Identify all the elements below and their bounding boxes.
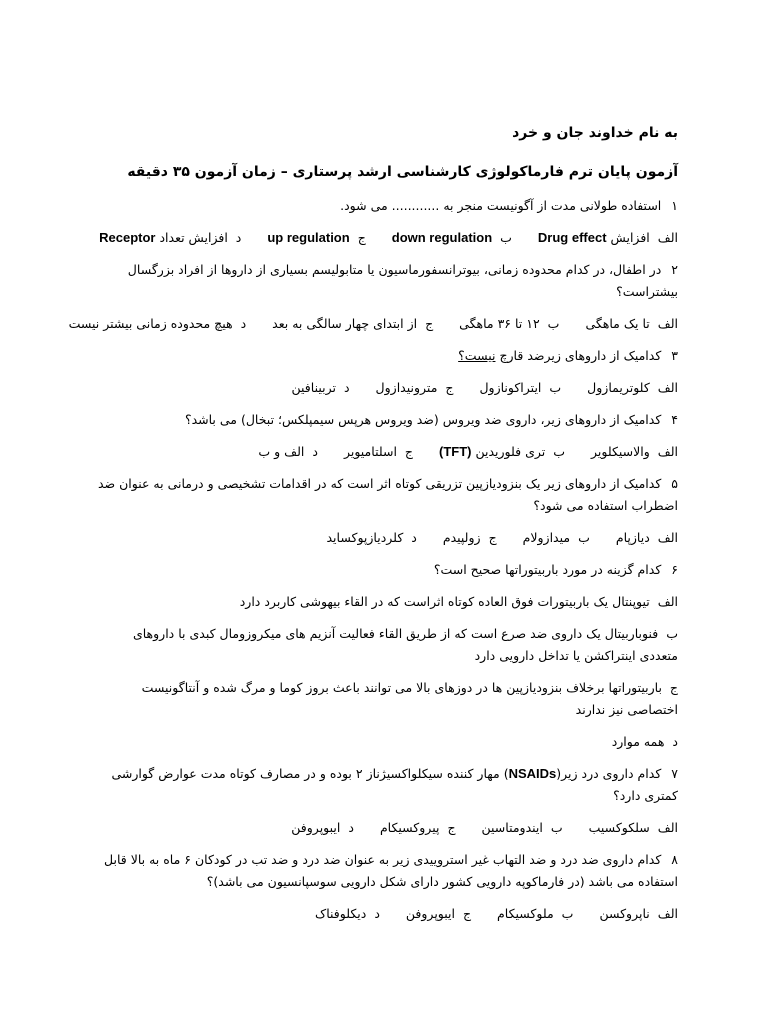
question-number: ۶ <box>671 562 678 577</box>
option-d <box>258 441 318 463</box>
option-letter: الف <box>657 444 678 459</box>
option-text: والاسیکلویر <box>591 444 650 459</box>
option-letter: د <box>374 906 380 921</box>
option-b <box>482 817 563 839</box>
option-text-latin: Drug effect <box>537 230 607 245</box>
option-text: افزایش <box>610 230 650 245</box>
option-text: دیکلوفناک <box>315 906 367 921</box>
question-number: ۸ <box>671 852 678 867</box>
question-3 <box>96 345 678 367</box>
option-letter: د <box>235 230 242 245</box>
question-number: ۳ <box>671 348 678 363</box>
option-letter: الف <box>657 530 678 545</box>
option-text: مترونیدازول <box>375 380 438 395</box>
option-c <box>344 441 413 463</box>
option-d <box>291 817 354 839</box>
option-a <box>96 591 678 613</box>
option-letter: ج <box>462 906 472 921</box>
option-text-latin: Receptor <box>99 230 156 245</box>
option-text: از ابتدای چهار سالگی به بعد <box>272 316 418 331</box>
exam-subtitle: آزمون پایان ترم فارماکولوژی کارشناسی ارشد پرستاری – زمان آزمون ۳۵ دقیقه <box>127 164 678 180</box>
option-text: ایندومتاسین <box>481 820 543 835</box>
option-letter: ج <box>447 820 456 835</box>
option-letter: الف <box>657 820 678 835</box>
option-b <box>459 313 559 335</box>
page-title: به نام خداوند جان و خرد <box>512 125 678 141</box>
option-b <box>497 903 573 925</box>
option-text: سلکوکسیب <box>588 820 650 835</box>
option-text: کلوتریمازول <box>587 380 650 395</box>
option-text: فنوباربیتال یک داروی ضد صرع است که از طریق القاء فعالیت آنزیم های میکروزومال کبدی با داروهای متعددی اینتراکشن یا تداخل دارویی دارد <box>132 626 678 663</box>
option-letter: ج <box>445 380 454 395</box>
option-letter: الف <box>657 594 678 609</box>
option-text: ایبوپروفن <box>405 906 455 921</box>
question-text: کدامیک از داروهای زیر، داروی ضد ویروس (ضد ویروس هرپس سیمپلکس؛ تبخال) می باشد؟ <box>184 412 662 427</box>
option-letter: ب <box>549 380 562 395</box>
option-b <box>523 527 590 549</box>
option-letter: ج <box>488 530 497 545</box>
question-1-options <box>96 227 678 249</box>
option-b <box>439 441 565 463</box>
option-c <box>376 377 454 399</box>
question-number: ۴ <box>671 412 678 427</box>
question-text-latin: NSAIDs <box>508 766 557 781</box>
option-text: اسلتامیویر <box>343 444 397 459</box>
question-text: کدام داروی ضد درد و ضد التهاب غیر استروییدی زیر به عنوان ضد درد و ضد تب در کودکان ۶ ماه به بالا قابل استفاده می باشد (در فارماکوپه دارویی کشور دارای شکل دارویی سوسپانسیون می باشد)؟ <box>104 852 678 889</box>
question-number: ۷ <box>671 766 678 781</box>
option-a <box>616 527 678 549</box>
option-text: کلردیازپوکساید <box>326 530 404 545</box>
question-3-options <box>96 377 678 399</box>
option-text: میدازولام <box>522 530 571 545</box>
option-c <box>406 903 471 925</box>
question-6 <box>96 559 678 581</box>
option-text: ناپروکسن <box>599 906 650 921</box>
option-text: تربینافین <box>291 380 336 395</box>
option-letter: ج <box>404 444 413 459</box>
option-text-latin: down regulation <box>391 230 493 245</box>
option-b <box>96 623 678 667</box>
question-text-emphasis: نیست؟ <box>458 348 496 363</box>
option-a <box>538 227 678 249</box>
option-text: تری فلوریدین <box>475 444 546 459</box>
option-d <box>292 377 350 399</box>
question-number: ۱ <box>671 198 678 213</box>
option-text: پیروکسیکام <box>379 820 440 835</box>
option-letter: د <box>343 380 350 395</box>
option-d <box>96 731 678 753</box>
question-text: در اطفال، در کدام محدوده زمانی، بیوترانسفورماسیون یا متابولیسم بسیاری از داروها از افراد بزرگسال بیشتراست؟ <box>127 262 678 299</box>
option-text: هیچ محدوده زمانی بیشتر نیست <box>68 316 233 331</box>
option-letter: د <box>348 820 354 835</box>
question-7 <box>96 763 678 807</box>
question-text: کدامیک از داروهای زیر یک بنزودیازپین تزریقی کوتاه اثر است که در اقدامات تشخیصی و درمانی به عنوان ضد اضطراب استفاده می شود؟ <box>97 476 678 513</box>
question-2-options <box>68 313 678 335</box>
option-text: زولپیدم <box>442 530 481 545</box>
option-letter: ب <box>578 530 590 545</box>
question-1 <box>96 195 678 217</box>
option-text-latin: up regulation <box>267 230 350 245</box>
option-text: همه موارد <box>611 734 665 749</box>
option-b <box>479 377 561 399</box>
question-number: ۵ <box>671 476 678 491</box>
option-letter: ب <box>666 626 678 641</box>
question-text: استفاده طولانی مدت از آگونیست منجر به ............ می شود. <box>340 198 662 213</box>
question-2 <box>96 259 678 303</box>
option-letter: الف <box>657 380 678 395</box>
option-letter: الف <box>657 316 678 331</box>
option-letter: د <box>672 734 678 749</box>
question-number: ۲ <box>671 262 678 277</box>
option-letter: ج <box>669 680 678 695</box>
option-letter: ج <box>425 316 434 331</box>
option-letter: ب <box>547 316 560 331</box>
option-letter: ب <box>553 444 566 459</box>
option-text: ایتراکونازول <box>479 380 542 395</box>
option-a <box>589 817 678 839</box>
option-letter: د <box>312 444 318 459</box>
option-text: افزایش تعداد <box>159 230 228 245</box>
option-c <box>96 677 678 721</box>
option-d <box>99 227 241 249</box>
option-text: ۱۲ تا ۳۶ ماهگی <box>459 316 540 331</box>
question-5-options <box>96 527 678 549</box>
question-text-cont: ) مهار کننده سیکلواکسیژناز ۲ بوده و در مصارف کوتاه مدت عوارض گوارشی کمتری دارد؟ <box>111 766 678 803</box>
option-text: ملوکسیکام <box>497 906 554 921</box>
option-letter: الف <box>657 230 678 245</box>
question-text: کدام گزینه در مورد باربیتوراتها صحیح است؟ <box>433 562 662 577</box>
option-d <box>327 527 417 549</box>
option-a <box>587 377 678 399</box>
option-a <box>585 313 678 335</box>
option-a <box>591 441 678 463</box>
question-text: کدام داروی درد زیر( <box>556 766 662 781</box>
option-letter: د <box>411 530 417 545</box>
option-letter: الف <box>657 906 678 921</box>
option-letter: ب <box>561 906 574 921</box>
option-text: تا یک ماهگی <box>585 316 650 331</box>
option-text: دیازپام <box>615 530 650 545</box>
question-4 <box>96 409 678 431</box>
option-text: تیوپنتال یک باربیتورات فوق العاده کوتاه اثراست که در القاء بیهوشی کاربرد دارد <box>239 594 650 609</box>
option-b <box>392 227 512 249</box>
option-text: ایبوپروفن <box>291 820 341 835</box>
option-c <box>272 313 433 335</box>
option-text: باربیتوراتها برخلاف بنزودیازپین ها در دوزهای بالا می توانند باعث بروز کوما و مرگ شده و آنتاگونیست اختصاصی نیز ندارند <box>141 680 678 717</box>
option-letter: ب <box>500 230 512 245</box>
option-a <box>599 903 678 925</box>
option-letter: ج <box>357 230 366 245</box>
option-c <box>443 527 497 549</box>
question-7-options <box>96 817 678 839</box>
question-8 <box>96 849 678 893</box>
option-c <box>267 227 365 249</box>
option-text-latin: (TFT) <box>438 444 472 459</box>
option-letter: د <box>240 316 247 331</box>
option-d <box>69 313 247 335</box>
question-8-options <box>96 903 678 925</box>
question-5 <box>96 473 678 517</box>
option-letter: ب <box>550 820 563 835</box>
option-d <box>315 903 380 925</box>
option-text: الف و ب <box>258 444 305 459</box>
option-c <box>380 817 456 839</box>
question-text: کدامیک از داروهای زیرضد قارچ <box>499 348 662 363</box>
question-4-options <box>96 441 678 463</box>
